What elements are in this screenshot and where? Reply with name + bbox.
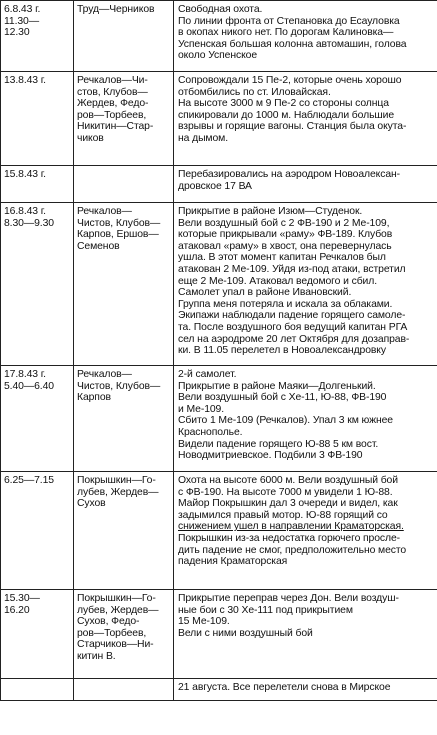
table-row (1, 590, 437, 679)
note-line: падения Краматорская (178, 556, 288, 568)
crew-line: Жердев, Федо- (77, 98, 149, 110)
note-line: около Успенское (178, 50, 257, 62)
crew-line: ров—Торбеев, (77, 109, 147, 121)
notes-cell (174, 72, 437, 166)
date-line: 6.25—7.15 (4, 475, 54, 486)
note-line: ушла. В этот момент капитан Речкалов был (178, 252, 386, 264)
crew-line: Речкалов—Чи- (77, 75, 148, 86)
note-line: дить падение не смог, предположительно место (178, 544, 407, 556)
flight-log-body (1, 1, 437, 701)
note-line: которые прикрывали «раму» ФВ-189. Клубов (178, 229, 393, 241)
crew-cell (74, 472, 174, 590)
crew-cell (74, 679, 174, 701)
note-line: Прикрытие в районе Изюм—Студенок. (178, 206, 363, 217)
notes-cell (174, 203, 437, 366)
note-line: на дымом. (178, 132, 228, 144)
date-cell (1, 72, 74, 166)
note-line: Вели с ними воздушный бой (178, 627, 313, 639)
note-line: атаковал «раму» в хвост, она перевернулась (178, 240, 392, 252)
notes-cell (174, 590, 437, 679)
note-line: Прикрытие переправ через Дон. Вели воздуш- (178, 593, 399, 604)
note-line: Вели воздушный бой с 2 ФВ-190 и 2 Ме-109, (178, 217, 390, 229)
note-line: атакован 2 Ме-109. Уйдя из-под атаки, встретил (178, 263, 406, 275)
date-cell (1, 366, 74, 472)
table-row (1, 472, 437, 590)
note-line: с ФВ-190. На высоте 7000 м увидели 1 Ю-88. (178, 486, 393, 498)
notes-cell (174, 679, 437, 701)
note-line-underlined: снижением ушел в направлении Краматорская. (178, 521, 404, 533)
note-line: На высоте 3000 м 9 Пе-2 со стороны солнца (178, 98, 389, 110)
crew-line: лубев, Жердев— (77, 604, 159, 616)
date-cell (1, 679, 74, 701)
note-line: 21 августа. Все перелетели снова в Мирское (178, 682, 391, 693)
crew-line: Старчиков—Ни- (77, 639, 154, 651)
note-line: взрывы и горящие вагоны. Станция была окута- (178, 121, 407, 133)
crew-line: Труд—Черников (77, 4, 155, 15)
table-row (1, 72, 437, 166)
crew-line: стов, Клубов— (77, 86, 148, 98)
date-line: 11.30— (4, 15, 40, 27)
crew-cell (74, 72, 174, 166)
crew-cell (74, 590, 174, 679)
note-line: Прикрытие в районе Маяки—Долгенький. (178, 380, 376, 392)
date-line: 15.30— (4, 593, 40, 604)
table-row (1, 203, 437, 366)
note-line: По линии фронта от Степановка до Есауловка (178, 15, 400, 27)
date-line: 16.8.43 г. (4, 206, 46, 217)
note-line: еще 2 Ме-109. Атаковал ведомого и сбил. (178, 275, 377, 287)
crew-line: Карпов, Ершов— (77, 229, 159, 241)
note-line: в окопах никого нет. По дорогам Калиновка— (178, 27, 394, 39)
note-line: Видели падение горящего Ю-88 5 км вост. (178, 438, 379, 450)
date-cell (1, 590, 74, 679)
note-line: сел на аэродроме 20 лет Октября для дозаправ- (178, 333, 410, 345)
note-line: та. После воздушного боя ведущий капитан РГА (178, 321, 408, 333)
note-line: задымился правый мотор. Ю-88 горящий со (178, 509, 388, 521)
note-line: и Ме-109. (178, 403, 225, 415)
note-line: Новодмитриевское. Подбили 3 ФВ-190 (178, 450, 363, 462)
date-cell (1, 203, 74, 366)
note-line: Свободная охота. (178, 4, 263, 15)
crew-line: китин В. (77, 650, 116, 662)
crew-line: Чистов, Клубов— (77, 380, 161, 392)
notes-cell (174, 472, 437, 590)
crew-cell (74, 166, 174, 203)
crew-line: Чистов, Клубов— (77, 217, 161, 229)
crew-cell (74, 366, 174, 472)
notes-cell (174, 366, 437, 472)
date-line: 13.8.43 г. (4, 75, 46, 86)
crew-line: Семенов (77, 240, 120, 252)
note-line: Охота на высоте 6000 м. Вели воздушный бой (178, 475, 398, 486)
note-line: Покрышкин из-за недостатка горючего просле- (178, 532, 401, 544)
date-line: 15.8.43 г. (4, 169, 46, 180)
note-line: ки. В 11.05 перелетел в Новоалександровку (178, 345, 386, 357)
note-line: Перебазировались на аэродром Новоалексан- (178, 169, 401, 180)
table-row (1, 1, 437, 72)
crew-line: ров—Торбеев, (77, 627, 147, 639)
note-line: Майор Покрышкин дал 3 очереди и видел, как (178, 498, 398, 510)
crew-line: Речкалов— (77, 369, 132, 380)
crew-line: Карпов (77, 392, 111, 404)
table-row (1, 679, 437, 701)
crew-line: Никитин—Стар- (77, 121, 154, 133)
date-cell (1, 472, 74, 590)
crew-cell (74, 1, 174, 72)
table-row (1, 166, 437, 203)
date-line: 6.8.43 г. (4, 4, 41, 15)
crew-line: чиков (77, 132, 104, 144)
note-line: отбомбились по ст. Иловайская. (178, 86, 331, 98)
notes-cell (174, 166, 437, 203)
date-line: 12.30 (4, 27, 30, 39)
date-line: 8.30—9.30 (4, 217, 54, 229)
table-row (1, 366, 437, 472)
crew-line: лубев, Жердев— (77, 486, 159, 498)
date-cell (1, 166, 74, 203)
crew-line: Покрышкин—Го- (77, 475, 156, 486)
note-line: спикировали до 1000 м. Наблюдали большие (178, 109, 395, 121)
note-line: Группа меня потеряла и искала за облаками. (178, 298, 393, 310)
note-line: 2-й самолет. (178, 369, 237, 380)
note-line: 15 Ме-109. (178, 616, 230, 628)
date-line: 16.20 (4, 604, 30, 616)
note-line: дровское 17 ВА (178, 180, 252, 192)
date-cell (1, 1, 74, 72)
date-line: 17.8.43 г. (4, 369, 46, 380)
date-line: 5.40—6.40 (4, 380, 54, 392)
crew-line: Покрышкин—Го- (77, 593, 156, 604)
crew-line: Сухов (77, 498, 106, 510)
note-line: Экипажи наблюдали падение горящего самоле- (178, 310, 406, 322)
crew-cell (74, 203, 174, 366)
crew-line: Сухов, Федо- (77, 616, 140, 628)
note-line: Успенская большая колонна автомашин, голова (178, 38, 407, 50)
notes-cell (174, 1, 437, 72)
note-line: ные бои с 30 Хе-111 под прикрытием (178, 604, 353, 616)
note-line: Сбито 1 Ме-109 (Речкалов). Упал 3 км южнее (178, 415, 393, 427)
note-line: Сопровождали 15 Пе-2, которые очень хорошо (178, 75, 402, 86)
note-line: Самолет упал в районе Ивановский. (178, 287, 352, 299)
note-line: Краснополье. (178, 426, 243, 438)
crew-line: Речкалов— (77, 206, 132, 217)
note-line: Вели воздушный бой с Хе-11, Ю-88, ФВ-190 (178, 392, 387, 404)
